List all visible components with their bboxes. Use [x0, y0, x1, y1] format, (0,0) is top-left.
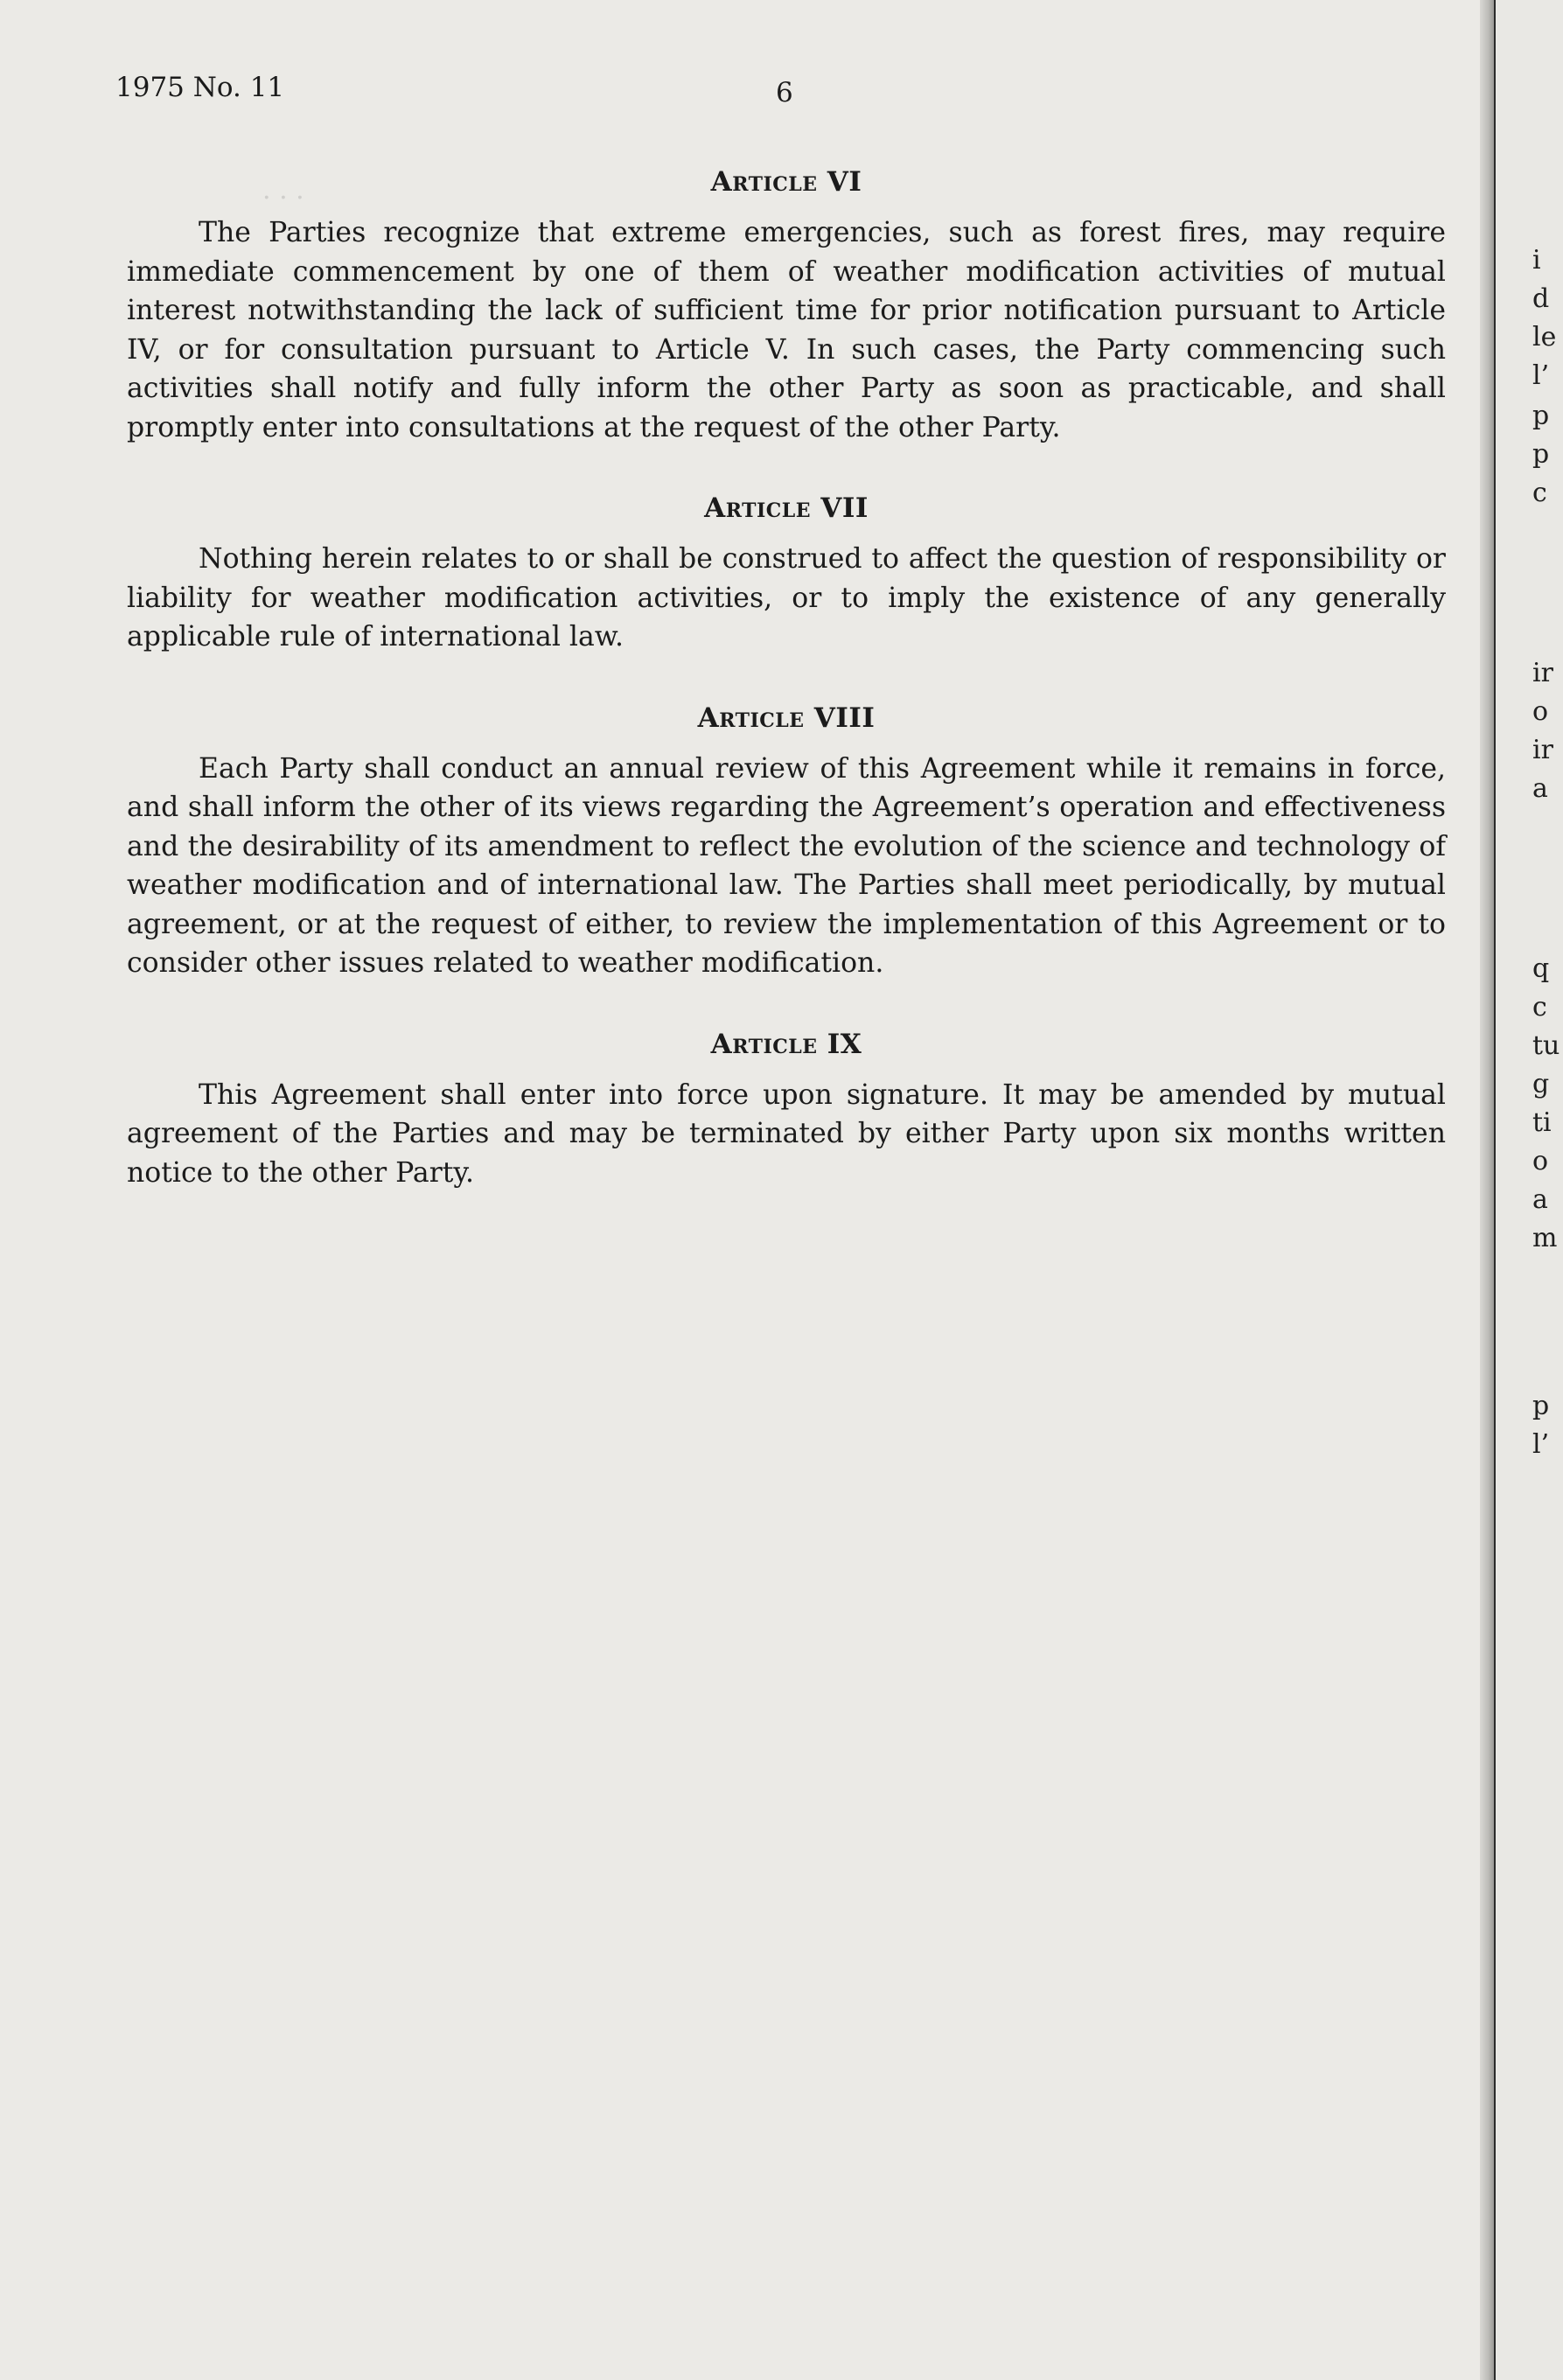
article-paragraph: Each Party shall conduct an annual review of this Agreement while it remains in force, and shall inform the other of its views regarding the Agreement’s operation and effectiveness and the desirability of its amendment to reflect the evolution of the science and technology of weather modification and of international law. The Parties shall meet periodically, by mutual agreement, or at the request of either, to review the implementation of this Agreement or to consider other issues related to weather modification. [127, 752, 1446, 979]
adjacent-page-text-fragment: m [1532, 1223, 1558, 1253]
article-heading: Article IX [710, 1028, 862, 1060]
adjacent-page-text-fragment: c [1532, 992, 1547, 1022]
adjacent-page-text-fragment: l’ [1532, 360, 1550, 391]
article-9 [127, 1029, 1446, 1193]
adjacent-page-text-fragment: o [1532, 1146, 1549, 1176]
adjacent-page-text-fragment: a [1532, 1184, 1548, 1215]
article-heading: Article VII [704, 492, 869, 524]
adjacent-page-text-fragment: tu [1532, 1030, 1560, 1061]
adjacent-page-text-fragment: d [1532, 283, 1550, 314]
adjacent-page-text-fragment: le [1532, 322, 1557, 352]
article-heading: Article VI [710, 166, 862, 198]
adjacent-page-text-fragment: o [1532, 696, 1549, 727]
article-6 [127, 166, 1446, 447]
adjacent-page-text-fragment: ir [1532, 658, 1553, 688]
adjacent-page-text-fragment: ir [1532, 735, 1553, 765]
adjacent-page-text-fragment: p [1532, 439, 1550, 470]
article-paragraph: Nothing herein relates to or shall be construed to affect the question of responsibility or liability for weather modification activities, or to imply the existence of any generally applicable rule of international law. [127, 543, 1446, 653]
article-7 [127, 492, 1446, 657]
adjacent-page-text-fragment: ti [1532, 1107, 1552, 1138]
article-8 [127, 702, 1446, 983]
page-number: 6 [776, 77, 793, 108]
adjacent-page-text-fragment: p [1532, 401, 1550, 431]
adjacent-page-text-fragment: g [1532, 1069, 1550, 1099]
document-body [127, 166, 1446, 1238]
adjacent-page-edge [1494, 0, 1563, 2380]
article-paragraph: This Agreement shall enter into force upon signature. It may be amended by mutual agreement of the Parties and may be terminated by either Party upon six months written notice to the other Party. [127, 1078, 1446, 1189]
article-heading: Article VIII [697, 701, 876, 734]
article-paragraph: The Parties recognize that extreme emergencies, such as forest fires, may require immediate commencement by one of them of weather modification activities of mutual interest notwithstanding the lack of sufficient time for prior notification pursuant to Article IV, or for consultation pursuant to Article V. In such cases, the Party commencing such activities shall notify and fully inform the other Party as soon as practicable, and shall promptly enter into consultations at the request of the other Party. [127, 217, 1446, 443]
page-header [115, 72, 1462, 107]
adjacent-page-text-fragment: i [1532, 245, 1541, 276]
publication-reference: 1975 No. 11 [115, 72, 285, 103]
adjacent-page-text-fragment: a [1532, 773, 1548, 804]
adjacent-page-text-fragment: l’ [1532, 1429, 1550, 1460]
adjacent-page-text-fragment: q [1532, 953, 1550, 984]
adjacent-page-text-fragment: p [1532, 1391, 1550, 1421]
bleed-through-text: . . . [262, 175, 304, 206]
adjacent-page-text-fragment: c [1532, 478, 1547, 508]
book-gutter [1480, 0, 1494, 2380]
